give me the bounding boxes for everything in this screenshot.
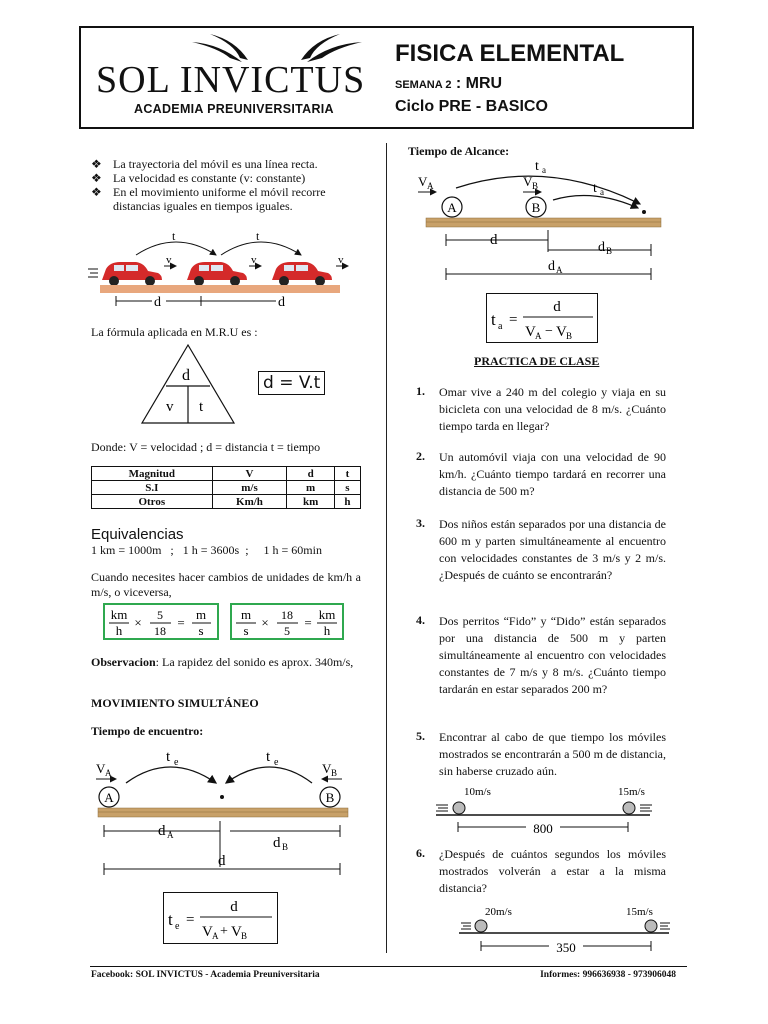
svg-text:s: s — [198, 623, 204, 638]
right-speed: 15m/s — [618, 786, 645, 798]
question-1: 1. Omar vive a 240 m del colegio y viaja en su bicicleta con una velocidad de 8 m/s. ¿Cuánto tiempo tarda en llegar? — [416, 384, 666, 433]
motion-lines-icon — [461, 923, 471, 929]
svg-text:A: A — [535, 331, 542, 341]
donde-text: Donde: V = velocidad ; d = distancia t = tiempo — [91, 440, 321, 454]
svg-text:×: × — [134, 615, 142, 630]
list-item: ❖ En el movimiento uniforme el móvil recorre distancias iguales en tiempos iguales. — [91, 185, 326, 213]
va-label: V — [418, 174, 428, 189]
motion-lines-icon — [436, 805, 448, 811]
cycle-label: Ciclo PRE - BASICO — [395, 98, 548, 115]
table-row: Magnitud V d t — [92, 467, 361, 481]
question-2: 2. Un automóvil viaja con una velocidad de 90 km/h. ¿Cuánto tiempo tardará en recorrer una distancia de 500 m? — [416, 449, 666, 498]
week-line — [395, 75, 502, 93]
svg-text:5: 5 — [157, 608, 163, 622]
te-label-left: t — [166, 749, 171, 765]
svg-text:−: − — [545, 324, 553, 339]
cambio-text: Cuando necesites hacer cambios de unidades de km/h a m/s, o viceversa, — [91, 570, 361, 599]
left-speed: 10m/s — [464, 786, 491, 798]
logo-text: SOL INVICTUS — [96, 59, 366, 101]
practica-title: PRACTICA DE CLASE — [474, 354, 600, 368]
svg-text:m: m — [240, 607, 252, 622]
svg-text:V: V — [525, 324, 536, 340]
observation-text: : La rapidez del sonido es aprox. 340m/s, — [155, 655, 354, 669]
svg-text:=: = — [304, 615, 312, 630]
svg-text:5: 5 — [284, 624, 290, 638]
distance-label: 350 — [556, 940, 576, 955]
encuentro-formula — [163, 892, 278, 944]
svg-text:B: B — [566, 331, 573, 341]
d-label: d — [490, 232, 498, 248]
ground — [426, 218, 661, 227]
svg-text:a: a — [498, 321, 503, 332]
mobile-left — [453, 802, 465, 814]
conversion-box-kmh-to-ms — [103, 603, 219, 640]
svg-text:+: + — [220, 924, 228, 939]
vb-label: V — [523, 174, 533, 189]
svg-text:h: h — [323, 623, 331, 638]
question-3: 3. Dos niños están separados por una distancia de 600 m y parten simultáneamente al encuentro con velocidades constantes de 3 m/s y 2 m/s. ¿Después de cuánto se encontrarán? — [416, 516, 666, 582]
svg-text:h: h — [115, 623, 123, 638]
svg-text:18: 18 — [281, 608, 293, 622]
formula-triangle — [140, 343, 236, 425]
simultaneo-title: MOVIMIENTO SIMULTÁNEO — [91, 696, 259, 710]
cars-diagram — [86, 225, 361, 310]
bullet-list — [91, 157, 366, 213]
week-label: SEMANA 2 — [395, 79, 452, 91]
svg-text:B: B — [325, 790, 335, 805]
car-icon — [102, 262, 162, 286]
mobile-left — [475, 920, 487, 932]
ta-label-inner: t — [593, 181, 597, 196]
triangle-left-label: v — [166, 399, 174, 415]
svg-text:A: A — [105, 768, 112, 778]
car-icon — [272, 262, 332, 286]
observation-label: Observacion — [91, 655, 156, 669]
svg-text:km: km — [318, 607, 336, 622]
academy-name: ACADEMIA PREUNIVERSITARIA — [134, 102, 334, 116]
table-row: Otros Km/h km h — [92, 495, 361, 509]
q5-diagram — [432, 783, 657, 838]
svg-text:A: A — [212, 931, 219, 941]
svg-text:a: a — [600, 187, 604, 197]
motion-lines-icon — [660, 923, 670, 929]
footer-contact: Informes: 996636938 - 973906048 — [540, 970, 676, 980]
da-label: d — [158, 823, 166, 839]
page-title: FISICA ELEMENTAL — [395, 40, 625, 67]
svg-text:A: A — [104, 790, 114, 805]
q6-diagram — [455, 903, 675, 958]
question-5: 5. Encontrar al cabo de que tiempo los móviles mostrados se encontrarán a 500 m de distancia, sin haberse cruzado aún. — [416, 729, 666, 778]
svg-text:s: s — [243, 623, 249, 638]
diamond-bullet-icon: ❖ — [91, 171, 102, 185]
va-label: V — [96, 761, 106, 776]
svg-text:B: B — [532, 181, 539, 191]
question-4: 4. Dos perritos “Fido” y “Dido” están separados por una distancia de 500 m y parten simultáneamente al encuentro con velocidades constantes de 7 m/s y 8 m/s. ¿Cuánto tiempo tardarán en estar separados 200 m? — [416, 613, 666, 696]
equivalencias-title: Equivalencias — [91, 526, 184, 543]
svg-text:A: A — [447, 200, 457, 215]
svg-text:V: V — [202, 924, 213, 940]
alcance-title: Tiempo de Alcance: — [408, 144, 510, 158]
catch-point — [642, 210, 646, 214]
svg-text:km: km — [110, 607, 128, 622]
motion-lines-icon — [640, 805, 652, 811]
conversion-box-ms-to-kmh — [230, 603, 344, 640]
d-total-label: d — [218, 853, 226, 869]
svg-text:V: V — [556, 324, 567, 340]
week-topic: : MRU — [455, 75, 503, 92]
diamond-bullet-icon: ❖ — [91, 185, 102, 199]
footer-facebook: Facebook: SOL INVICTUS - Academia Preuniversitaria — [91, 970, 320, 980]
motion-lines-icon — [88, 269, 98, 277]
svg-text:d: d — [230, 899, 238, 915]
svg-text:e: e — [274, 757, 279, 768]
te-label-right: t — [266, 749, 271, 765]
alcance-diagram — [408, 158, 668, 283]
column-divider — [386, 143, 387, 953]
velocity-label-1: v — [166, 254, 172, 266]
formula-intro: La fórmula aplicada en M.R.U es : — [91, 325, 258, 339]
svg-text:B: B — [282, 842, 289, 852]
distance-label-2: d — [278, 295, 285, 310]
svg-text:d: d — [553, 299, 561, 315]
meeting-point — [220, 795, 224, 799]
svg-text:B: B — [241, 931, 248, 941]
velocity-label-2: v — [251, 254, 257, 266]
svg-text:e: e — [175, 921, 180, 932]
svg-text:V: V — [231, 924, 242, 940]
svg-text:t: t — [168, 910, 173, 929]
equivalencias-line: 1 km = 1000m ; 1 h = 3600s ; 1 h = 60min — [91, 543, 322, 557]
distance-label-1: d — [154, 295, 161, 310]
db-label: d — [273, 835, 281, 851]
svg-text:m: m — [195, 607, 207, 622]
diamond-bullet-icon: ❖ — [91, 157, 102, 171]
svg-text:A: A — [167, 830, 174, 840]
svg-text:=: = — [177, 615, 185, 630]
svg-text:=: = — [509, 312, 518, 328]
table-row: S.I m/s m s — [92, 481, 361, 495]
list-item: ❖ La trayectoria del móvil es una línea recta. — [91, 157, 318, 171]
mobile-right — [623, 802, 635, 814]
left-speed: 20m/s — [485, 906, 512, 918]
ground — [98, 808, 348, 817]
encuentro-diagram — [90, 743, 360, 883]
triangle-top-label: d — [182, 367, 190, 384]
right-speed: 15m/s — [626, 906, 653, 918]
road — [100, 285, 340, 293]
distance-label: 800 — [533, 821, 553, 836]
velocity-label-3: v — [338, 254, 344, 266]
svg-text:18: 18 — [154, 624, 166, 638]
svg-text:=: = — [186, 912, 195, 928]
units-table — [91, 466, 361, 509]
list-item: ❖ La velocidad es constante (v: constante) — [91, 171, 306, 185]
svg-text:B: B — [606, 246, 613, 256]
svg-text:A: A — [427, 181, 434, 191]
question-6: 6. ¿Después de cuántos segundos los móviles mostrados volverán a estar a la misma distancia? — [416, 846, 666, 895]
time-label-2: t — [256, 229, 260, 243]
vb-label: V — [322, 761, 332, 776]
svg-text:t: t — [491, 310, 496, 329]
formula-box: d = V.t — [258, 371, 325, 395]
svg-text:B: B — [331, 768, 338, 778]
ta-label-top: t — [535, 159, 539, 174]
mobile-right — [645, 920, 657, 932]
svg-text:×: × — [261, 615, 269, 630]
triangle-right-label: t — [199, 399, 204, 415]
alcance-formula — [486, 293, 598, 343]
svg-text:a: a — [542, 165, 546, 175]
time-label-1: t — [172, 229, 176, 243]
encuentro-title: Tiempo de encuentro: — [91, 724, 204, 738]
db-label: d — [598, 240, 605, 255]
svg-text:B: B — [531, 200, 541, 215]
observation — [91, 655, 361, 670]
da-label: d — [548, 259, 555, 274]
svg-text:e: e — [174, 757, 179, 768]
car-icon — [187, 262, 247, 286]
footer-rule — [90, 966, 687, 967]
svg-text:A: A — [556, 265, 563, 275]
